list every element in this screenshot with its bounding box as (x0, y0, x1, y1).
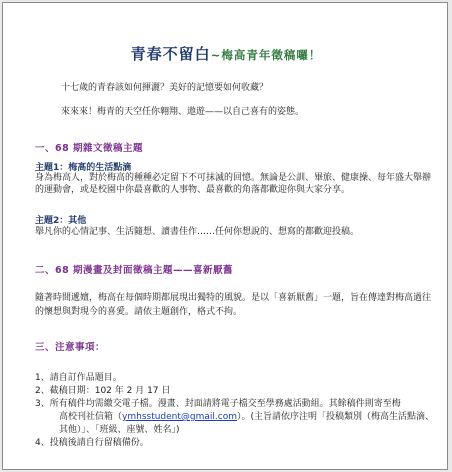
document-title (3, 43, 448, 64)
topic-1-title: 主題1：梅高的生活點滴 (35, 163, 132, 173)
intro-line-1: 十七歲的青春該如何揮灑？美好的記憶要如何收藏？ (61, 83, 269, 93)
note-item-3-line-3: 其他）」、「班級、座號、姓名」) (59, 425, 180, 435)
note-item: 4、投稿後請自行留稿備份。 (35, 438, 149, 448)
title-main: 青春不留白 (130, 45, 211, 63)
topic-1-body: 身為梅高人，對於梅高的種種必定留下不可抹滅的回憶。無論是公訓、畢旅、健康操、每年盛大舉辦的運動會，或是校園中你最喜歡的人事物、最喜歡的角落都歡迎你與大家分享。 (35, 173, 432, 195)
email-link[interactable]: ymhsstudent@gmail.com (122, 412, 237, 422)
note-item (35, 398, 445, 437)
note-text: 高校刊社信箱（ (59, 412, 123, 422)
notes-list (35, 372, 445, 450)
intro-line-2: 來來來！梅青的天空任你翱翔、遨遊——以自己喜有的姿態。 (61, 107, 305, 117)
section-3-heading: 三、注意事項： (35, 342, 106, 353)
section-2-heading: 二、68 期漫畫及封面徵稿主題——喜新厭舊 (35, 265, 234, 276)
note-text: ）。(主旨請依序注明「投稿類別（梅高生活點滴、 (237, 412, 435, 422)
section-1-heading: 一、68 期雜文徵稿主題 (35, 143, 144, 154)
note-item-3-line-2 (35, 411, 445, 424)
title-sub: ~梅高青年徵稿囉！ (210, 48, 322, 62)
topic-2-title: 主題2：其他 (35, 216, 87, 226)
topic-2-body: 舉凡你的心情記事、生活隨想、讀書佳作……任何你想說的、想寫的都歡迎投稿。 (35, 227, 360, 237)
note-item-3-line-1: 3、所有稿件均需繳交電子檔。漫畫、封面請將電子檔交至學務處活動組。其餘稿件則寄至梅 (35, 399, 401, 409)
section-2-body: 隨著時間遞嬗，梅高在每個時期都展現出獨特的風貌。是以「喜新厭舊」一題，旨在傳達對梅高過往的懷想與對現今的喜愛。請依主題創作，格式不拘。 (35, 293, 432, 317)
note-item: 2、截稿日期：102 年 2 月 17 日 (35, 386, 171, 396)
document-page (2, 2, 448, 470)
note-item: 1、請自訂作品題目。 (35, 373, 122, 383)
